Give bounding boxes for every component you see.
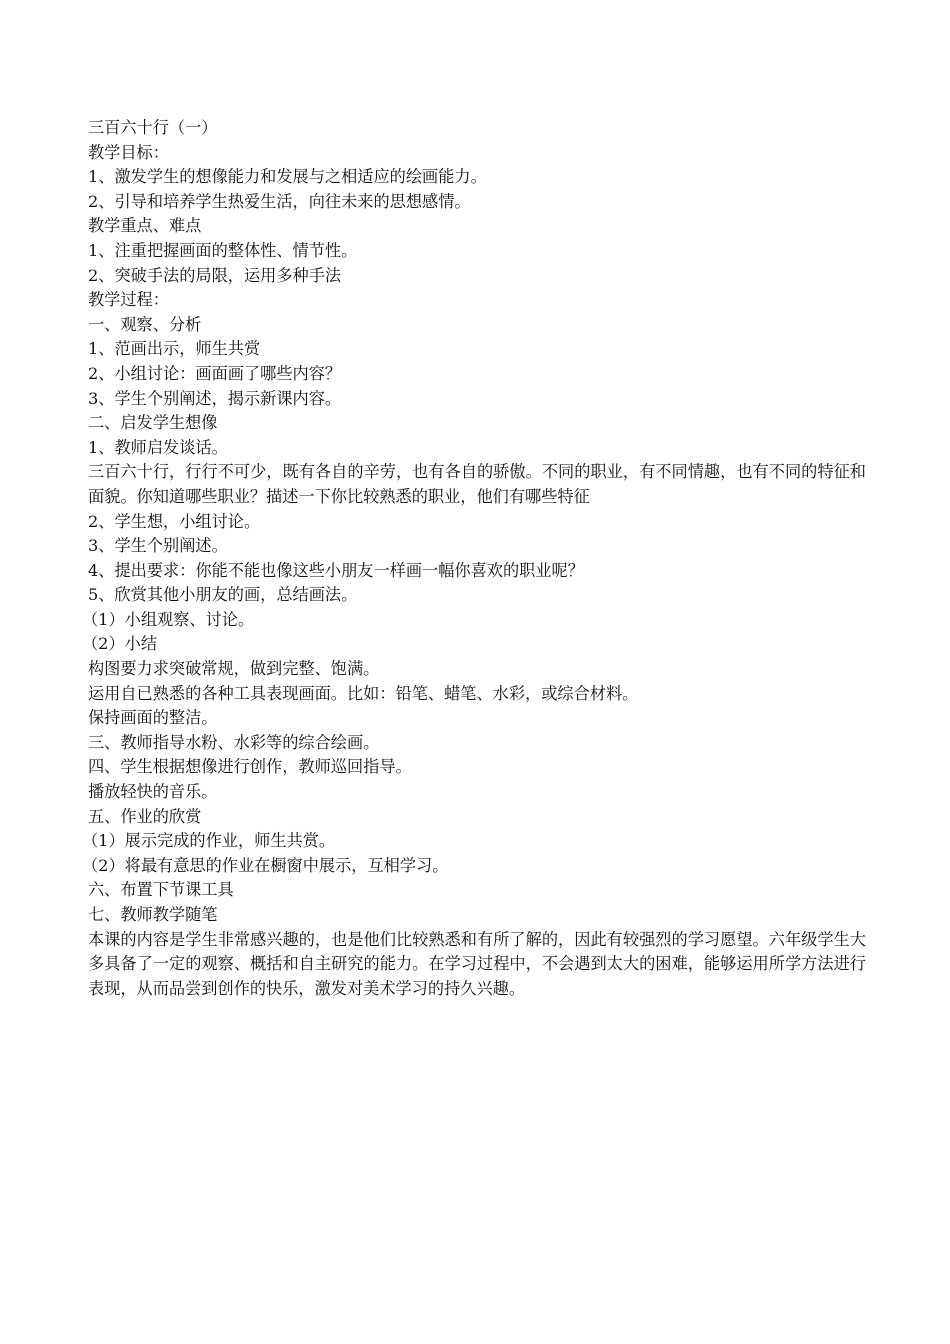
step-heading: 二、启发学生想像 [88, 413, 218, 433]
list-item: 1、范画出示，师生共赏 [88, 339, 261, 359]
step-heading: 七、教师教学随笔 [88, 905, 218, 924]
section-heading-process: 教学过程： [88, 290, 169, 310]
list-item: 2、引导和培养学生热爱生活，向往未来的思想感情。 [88, 191, 471, 211]
paragraph-intro: 三百六十行，行行不可少，既有各自的辛劳，也有各自的骄傲。不同的职业，有不同情趣，也有不同的特征和面貌。你知道哪些职业？描述一下你比较熟悉的职业，他们有哪些特征 [88, 462, 866, 506]
text-line: 运用自已熟悉的各种工具表现画面。比如：铅笔、蜡笔、水彩，或综合材料。 [88, 683, 639, 703]
text-line: 播放轻快的音乐。 [88, 782, 218, 802]
paragraph-reflection: 本课的内容是学生非常感兴趣的，也是他们比较熟悉和有所了解的，因此有较强烈的学习愿望。六年级学生大多具备了一定的观察、概括和自主研究的能力。在学习过程中，不会遇到太大的困难，能够运用所学方法进行表现，从而品尝到创作的快乐，激发对美术学习的持久兴趣。 [88, 929, 866, 998]
list-item: 1、注重把握画面的整体性、情节性。 [88, 240, 358, 260]
text-line: 保持画面的整洁。 [88, 708, 218, 728]
list-item: 2、学生想，小组讨论。 [88, 511, 261, 531]
list-item: 2、突破手法的局限，运用多种手法 [88, 265, 342, 285]
text-line: 构图要力求突破常规，做到完整、饱满。 [88, 659, 380, 679]
sub-item: （2）小结 [82, 634, 158, 654]
list-item: 2、小组讨论：画面画了哪些内容？ [88, 363, 342, 383]
list-item: 1、激发学生的想像能力和发展与之相适应的绘画能力。 [88, 167, 487, 187]
list-item: 3、学生个别阐述。 [88, 536, 228, 556]
section-heading-key-points: 教学重点、难点 [88, 216, 202, 236]
list-item: 5、欣赏其他小朋友的画，总结画法。 [88, 585, 358, 605]
list-item: 1、教师启发谈话。 [88, 437, 228, 457]
step-heading: 一、观察、分析 [88, 314, 202, 334]
list-item: 3、学生个别阐述，揭示新课内容。 [88, 388, 342, 408]
step-heading: 六、布置下节课工具 [88, 880, 234, 900]
section-heading-objectives: 教学目标： [88, 142, 169, 162]
document-title: 三百六十行（一） [88, 118, 218, 137]
document-page [82, 116, 866, 1001]
sub-item: （1）小组观察、讨论。 [82, 609, 255, 629]
step-heading: 五、作业的欣赏 [88, 806, 202, 826]
step-heading: 四、学生根据想像进行创作，教师巡回指导。 [88, 757, 412, 777]
sub-item: （1）展示完成的作业，师生共赏。 [82, 831, 336, 851]
list-item: 4、提出要求：你能不能也像这些小朋友一样画一幅你喜欢的职业呢？ [88, 560, 584, 580]
step-heading: 三、教师指导水粉、水彩等的综合绘画。 [88, 732, 380, 752]
sub-item: （2）将最有意思的作业在橱窗中展示，互相学习。 [82, 855, 449, 875]
